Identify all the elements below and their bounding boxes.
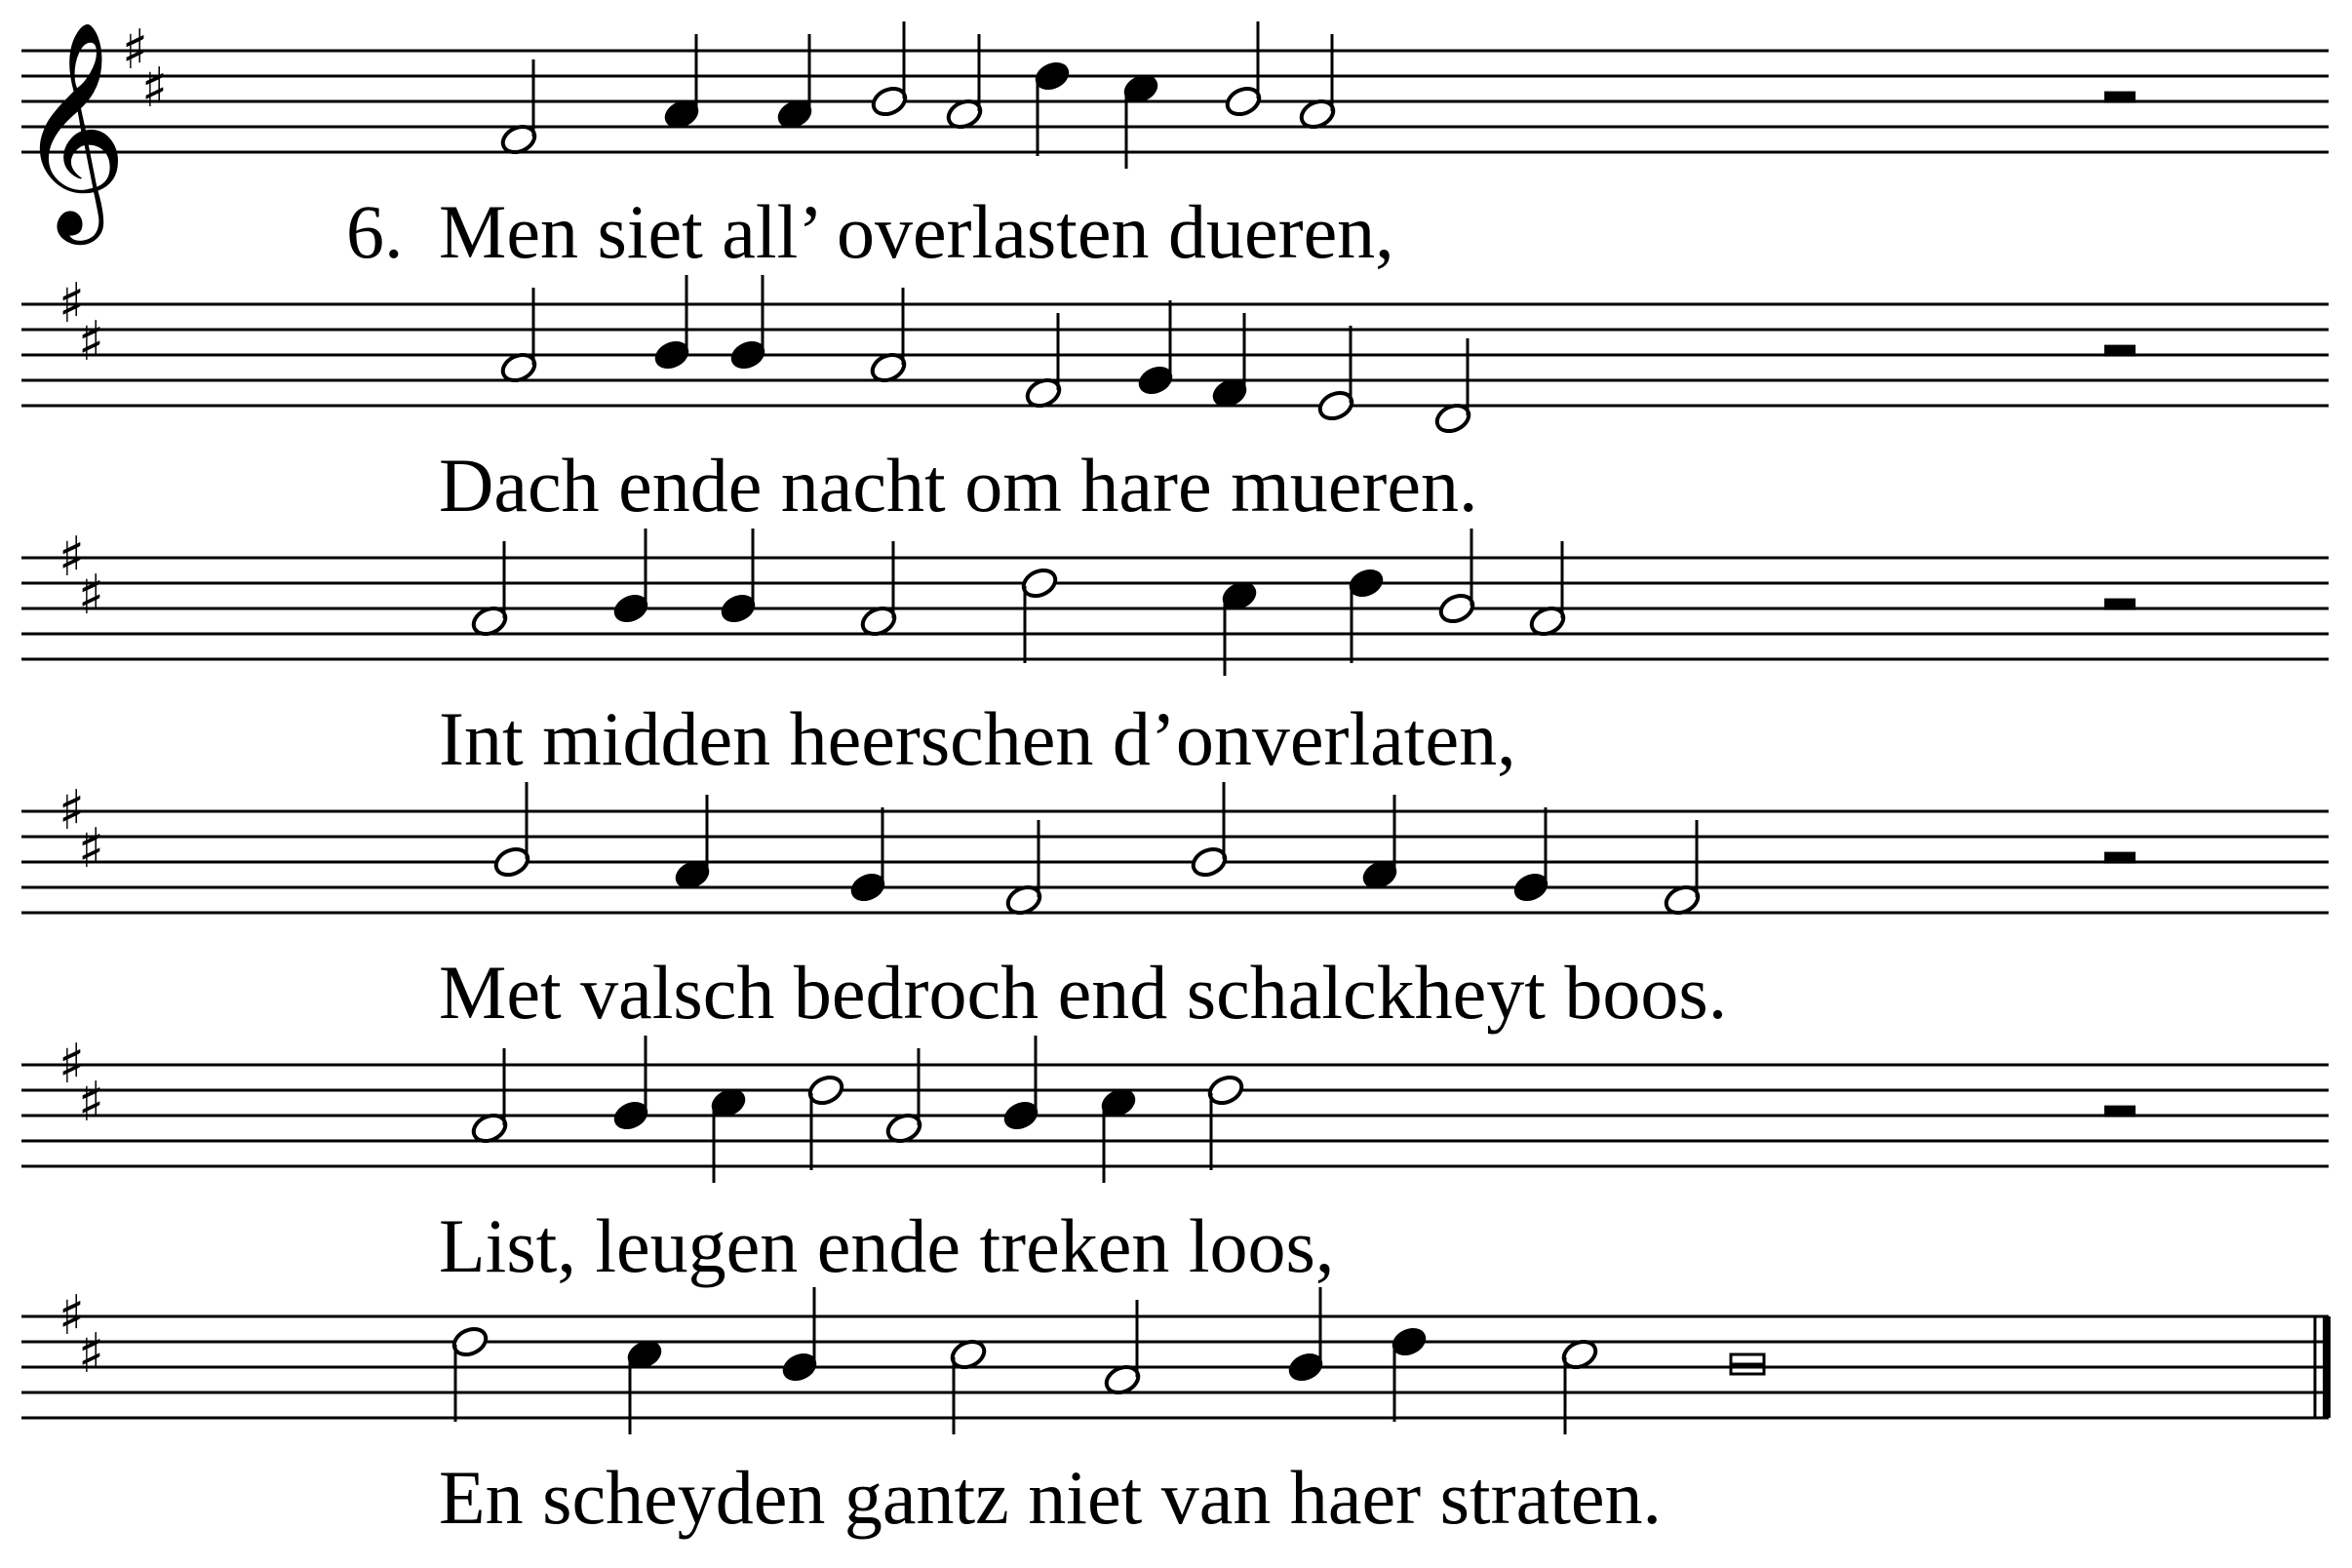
lyric-line: En scheyden gantz niet van haer straten. (439, 1455, 1662, 1540)
note (625, 1337, 665, 1434)
note (1528, 541, 1568, 639)
note (1121, 71, 1161, 169)
note (1190, 782, 1230, 880)
note (662, 34, 702, 132)
lyric-line: Met valsch bedroch end schalckheyt boos. (439, 950, 1728, 1035)
key-signature-sharp: ♯ (59, 272, 86, 335)
treble-clef: 𝄞 (18, 20, 128, 235)
note (499, 288, 539, 385)
note (1136, 300, 1176, 398)
note (470, 1048, 510, 1146)
note (1024, 313, 1064, 411)
final-breve (1731, 1354, 1764, 1374)
lyric-line: Dach ende nacht om hare mueren. (439, 443, 1478, 528)
note (949, 1337, 989, 1434)
note (775, 34, 815, 132)
staff-system (21, 272, 2329, 528)
lyric-line: Int midden heerschen d’onverlaten, (439, 696, 1516, 781)
key-signature-sharp: ♯ (78, 310, 105, 373)
note (869, 288, 909, 385)
note (1347, 566, 1387, 663)
note (1316, 326, 1356, 423)
note (652, 275, 692, 372)
note (1103, 1300, 1143, 1397)
note (1220, 578, 1260, 676)
key-signature-sharp: ♯ (59, 779, 86, 843)
note (1004, 820, 1044, 918)
staff-system (21, 526, 2329, 781)
note (1560, 1337, 1600, 1434)
whole-rest (2104, 92, 2136, 103)
staff-system (21, 1284, 2331, 1540)
note (470, 541, 510, 639)
note (945, 34, 985, 132)
score-systems (18, 19, 2331, 1540)
note (492, 782, 532, 880)
note (1286, 1287, 1326, 1385)
whole-rest (2104, 599, 2136, 610)
key-signature-sharp: ♯ (78, 817, 105, 881)
final-bar-line (2323, 1316, 2331, 1418)
note (870, 21, 910, 119)
note (611, 529, 651, 626)
note (728, 275, 768, 372)
staff-system (21, 1033, 2329, 1288)
note (1437, 529, 1477, 626)
verse-number: 6. (346, 189, 404, 274)
key-signature-sharp: ♯ (122, 19, 149, 82)
whole-rest (2104, 1106, 2136, 1117)
staff-system (21, 779, 2329, 1035)
note (719, 529, 759, 626)
note (884, 1048, 924, 1146)
note (1298, 34, 1338, 132)
staff-system (18, 19, 2329, 274)
key-signature-sharp: ♯ (141, 57, 169, 120)
note (859, 541, 899, 639)
key-signature-sharp: ♯ (59, 1033, 86, 1096)
key-signature-sharp: ♯ (78, 1322, 105, 1386)
note (709, 1085, 749, 1183)
note (499, 59, 539, 157)
note (780, 1287, 820, 1385)
note (451, 1324, 490, 1422)
key-signature-sharp: ♯ (59, 526, 86, 589)
note (1206, 1073, 1246, 1170)
note (1663, 820, 1703, 918)
note (1099, 1085, 1139, 1183)
note (1511, 807, 1551, 905)
whole-rest (2104, 852, 2136, 864)
note (806, 1073, 846, 1170)
note (1020, 566, 1060, 663)
key-signature-sharp: ♯ (59, 1284, 86, 1348)
note (1390, 1324, 1430, 1422)
note (848, 807, 888, 905)
lyric-line: Men siet all’ overlasten dueren, (439, 189, 1394, 274)
note (673, 795, 713, 892)
note (1360, 795, 1400, 892)
key-signature-sharp: ♯ (78, 1071, 105, 1134)
note (1210, 313, 1250, 411)
key-signature-sharp: ♯ (78, 564, 105, 627)
note (1033, 59, 1073, 156)
note (611, 1036, 651, 1133)
lyric-line: List, leugen ende treken loos, (439, 1203, 1335, 1288)
note (1433, 338, 1473, 436)
whole-rest (2104, 345, 2136, 357)
note (1001, 1036, 1041, 1133)
note (1224, 21, 1264, 119)
